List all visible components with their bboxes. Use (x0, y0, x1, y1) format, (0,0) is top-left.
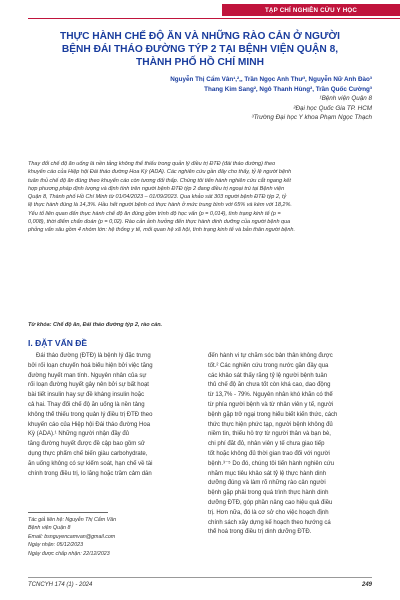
body-line: chính sách xây dựng kế hoạch theo hướng cá (208, 519, 331, 526)
footnote-line: Ngày nhận: 05/12/2023 (28, 542, 84, 549)
footnote-line: Ngày được chấp nhận: 22/12/2023 (28, 550, 110, 557)
body-column-right (208, 352, 373, 538)
section-heading: I. ĐẶT VẤN ĐỀ (28, 338, 88, 348)
body-line: thủ chế độ ăn chưa tốt còn khá cao, dao động (208, 382, 331, 389)
body-line: chi phí đắt đỏ, nhân viên y tế chưa giao tiếp (208, 441, 325, 448)
footnote-rule (28, 512, 108, 513)
body-column-left (28, 352, 193, 479)
footnote-line: Tác giả liên hệ: Nguyễn Thị Cẩm Vân (28, 517, 117, 523)
body-line: các khảo sát thấy rằng tỷ lệ người bệnh tuân (208, 372, 328, 379)
abstract-line: 0,008), thời điểm chẩn đoán (p = 0,02). Rào cản ảnh hưởng đến thực hành dinh dưỡng của người bệnh qua (28, 219, 291, 226)
body-line: dưỡng đúng và làm rõ những rào cản người (208, 480, 326, 487)
journal-header-banner: TẠP CHÍ NGHIÊN CỨU Y HỌC (222, 4, 400, 16)
body-line: nhằm mục tiêu khảo sát tỷ lệ thực hành dinh (208, 470, 327, 477)
abstract-line: lệ thực hành đúng là 14,3%. Hầu hết người bệnh có thực hành ở mức trung bình với 65% và kém với 18,2%. (28, 202, 292, 209)
affiliation: ²Đại học Quốc Gia TP. HCM (293, 104, 372, 112)
body-line: không thể thiếu trong quản lý điều trị ĐTĐ theo (28, 411, 153, 418)
body-line: thể hoá trong điều trị dinh dưỡng ĐTĐ. (208, 529, 312, 536)
title-line: THỰC HÀNH CHẾ ĐỘ ĂN VÀ NHỮNG RÀO CẢN Ở NGƯỜI (60, 31, 340, 42)
page-number: 249 (361, 582, 372, 588)
abstract-line: hợp phương pháp định lượng và định tính trên người bệnh ĐTĐ týp 2 đang điều trị ngoại trú tại Bệnh viện (28, 185, 285, 192)
abstract-line: khuyến cáo của Hiệp hội Đái tháo đường Hoa Kỳ (ADA). Các nghiên cứu gần đây cho thấy, tỷ lệ người bệnh (28, 169, 292, 176)
footer-journal-issue: TCNCYH 174 (1) - 2024 (28, 582, 93, 588)
keywords: Từ khóa: Chế độ ăn, Đái tháo đường týp 2, rào cản. (28, 322, 163, 328)
body-line: dưỡng ĐTĐ, góp phần nâng cao hiệu quả điều (208, 499, 333, 506)
title-line: THÀNH PHỐ HỒ CHÍ MINH (136, 57, 264, 68)
body-line: bởi rối loạn chuyển hoá biểu hiện bởi việc tăng (28, 362, 153, 369)
footer-rule (28, 577, 372, 578)
body-line: tăng đường huyết được đề cập bao gồm sử (28, 441, 145, 448)
body-line: bệnh gặp phải trong quá trình thực hành dinh (208, 490, 329, 497)
body-line: cả hai. Thay đổi chế độ ăn uống là nền tảng (28, 401, 145, 408)
body-line: bài tiết insulin hay sự đề kháng insulin hoặc (28, 392, 145, 399)
title-line: BỆNH ĐÁI THÁO ĐƯỜNG TÝP 2 TẠI BỆNH VIỆN QUẬN 8, (61, 44, 339, 55)
body-line: dụng thực phẩm chế biến giàu carbohydrate, (28, 450, 148, 457)
affiliation: ³Trường Đại học Y khoa Phạm Ngọc Thạch (251, 114, 372, 121)
footnote-email: Email: bsnguyencamvan@gmail.com (28, 533, 116, 540)
body-line: từ phía người bệnh và từ nhân viên y tế, người (208, 401, 334, 408)
body-line: bệnh gặp trở ngại trong hiểu biết kiến thức, cách (208, 411, 338, 418)
body-line: bệnh.³⁻⁵ Do đó, chúng tôi tiến hành nghiên cứu (208, 460, 335, 467)
body-line: đường huyết man tính. Nguyên nhân của sự (28, 372, 147, 379)
body-line: tốt hoặc không đủ thời gian trao đổi với người (208, 450, 330, 457)
abstract (28, 160, 372, 235)
header-rule (28, 18, 400, 19)
abstract-line: tuân thủ chế độ ăn đúng theo khuyến cáo còn tương đối thấp. Chúng tôi tiến hành nghiên cứu cắt ngang kết (28, 177, 291, 184)
body-line: đến hành vi tự chăm sóc bản thân không được (208, 353, 333, 359)
article-title (28, 30, 372, 69)
body-line: ăn uống không có sự kiểm soát, hạn chế về tài (28, 460, 153, 467)
author-block (170, 75, 372, 123)
body-line: từ 13,7% - 79%. Nguyên nhân khó khăn có thể (208, 392, 333, 399)
abstract-line: Thay đổi chế độ ăn uống là nền tảng không thể thiếu trong quản lý điều trị ĐTĐ (đái tháo đường) theo (28, 161, 276, 167)
body-line: thức thực hiện phức tạp, người bệnh không đủ (208, 421, 333, 428)
body-line: chính trong điều trị, lo lắng hoặc trầm cảm dẫn (28, 470, 152, 477)
body-line: Kỳ (ADA).¹ Những người nhận đầy đủ (28, 431, 130, 438)
abstract-line: Quận 8, Thành phố Hồ Chí Minh từ 01/04/2023 – 01/09/2023. Qua khảo sát 303 người bệnh ĐTĐ týp 2, tỷ (28, 194, 287, 201)
body-line: Đái tháo đường (ĐTĐ) là bệnh lý đặc trưng (36, 353, 151, 359)
body-line: niềm tin, thiếu hỗ trợ từ người thân và bạn bè, (208, 431, 331, 438)
corresponding-author-footnote (28, 516, 116, 558)
body-line: rối loạn đường huyết gây nên bởi sự bất hoạt (28, 382, 149, 389)
body-line: trị. Hơn nữa, đó là cơ sở cho việc hoạch định (208, 509, 329, 516)
author-names-line: Nguyễn Thị Cẩm Vân¹,²,, Trần Ngọc Anh Thư³, Nguyễn Nữ Anh Đào³ (170, 76, 372, 83)
body-line: khuyến cáo của Hiệp hội Đái tháo đường Hoa (28, 421, 151, 428)
abstract-line: Yếu tố liên quan đến thực hành chế độ ăn đúng gồm trình độ học vấn (p = 0,014), tình trạng kinh tế (p = (28, 210, 281, 217)
footnote-line: Bệnh viện Quận 8 (28, 525, 71, 532)
affiliation: ¹Bệnh viện Quận 8 (319, 95, 372, 102)
body-line: tốt.² Các nghiên cứu trong nước gần đây qua (208, 362, 329, 369)
abstract-line: phỏng vấn sâu gồm 4 nhóm lớn: hệ thống y tế, mối quan hệ xã hội, tình trạng kinh tế và bản thân người bệnh. (28, 227, 295, 234)
author-names-line: Thang Kim Sang², Ngô Thanh Hùng², Trần Quốc Cường³ (204, 85, 372, 93)
